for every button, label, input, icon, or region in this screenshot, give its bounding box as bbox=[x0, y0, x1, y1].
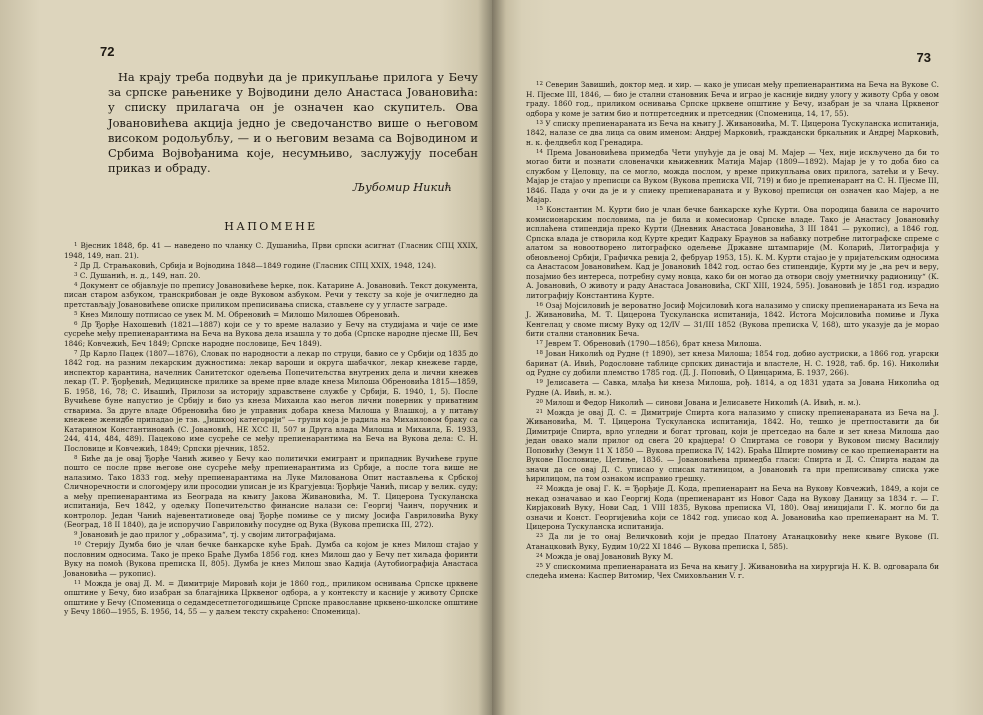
notes-list-left bbox=[64, 241, 478, 617]
footnote-number: 23 bbox=[536, 533, 543, 539]
footnote-text: Озаj Мојсиловић је вероватно Јосиф Мојсиловић кога налазимо у списку препиенараната из Беча на Ј. Живановића, М. Т. Цицерона Тускуланска испитанија, 1842. Истога Мојсиловића помиње и Лука Кенгелац у своме писму Вуку од 12/IV — 31/III 1852 (Вукова преписка V, 168), што указује да је морао бити стални становник Беча. bbox=[526, 300, 940, 338]
footnote bbox=[64, 310, 478, 320]
footnote bbox=[64, 281, 478, 310]
footnote-text: Можда је овај Д. М. = Димитрије Мировић који је 1860 год., приликом оснивања Српске црквене општине у Бечу, био изабран за благајника Црквеног одбора, а у контексту и касније у животу Српске општине у Бечу (Споменица о седамдесетпетогодишњице Српске православне црквено-школске општине у Бечу 1860—1955, Б. 1956, 14, 55 — у даљем тексту скраћено: Споменица). bbox=[64, 578, 478, 617]
footnote-number: 6 bbox=[74, 320, 78, 327]
footnote-number: 5 bbox=[74, 310, 78, 317]
footnote bbox=[526, 408, 939, 484]
footnote-number: 21 bbox=[536, 408, 543, 415]
footnote bbox=[64, 540, 478, 578]
page-number-left: 72 bbox=[100, 44, 115, 59]
footnote-text: Кнез Милошу потписао се увек М. М. Обреновић = Милошо Милошев Обреновић. bbox=[79, 309, 400, 319]
footnote-number: 10 bbox=[74, 541, 81, 548]
footnote-text: Др Карло Пацек (1807—1876), Словак по народности а лекар по струци, бавио се у Србији од 1835 до 1842 год. на разним лекарским дужностима: лекар вароши и округа шабачког, лекар кнежеве гарде, инспектор карантина, начелник Санитетског одељења Попечитељства внутрених дела и лични кнежев лекар (Т. Р. Ђорђевић, Медицинске прилике за време прве владе кнеза Милоша Обреновића 1815—1859, Б. 1958, 16, 78; С. Ивашић, Прилози за историју здравствене службе у Србији, Б. 1940, 1, 5). После Вучићеве буне напустио је Србију и био уз кнеза Михаила као његов лични поверник у приватним стварима. За друге владе Обреновића био је управник добара кнеза Милоша у Влашкој, а у питању кнежеве женидбе припадао је тзв. „Јишкоој категорији“ — групи која је радила на Михаиловом браку са Катарином Константиновић (С. Јовановић, НЕ ХСС II, 507 и Друга влада Милоша и Михаила, Б. 1933, 244, 414, 484, 489). Пацеково име сусреће се међу препиенарантима на Беча на Вукова дела: С. Н. Пословице и Ковчежић, 1849; Српски рјечник, 1852. bbox=[64, 348, 478, 453]
footnote-text: Да ли је то онај Величковић који је предао Платону Атанацковићу неке књиге Вукове (П. Атанацковић Вуку, Будим 10/22 XI 1846 — Вукова преписка I, 585). bbox=[526, 532, 939, 551]
footnote bbox=[526, 205, 939, 300]
footnote-number: 25 bbox=[536, 562, 543, 569]
footnote-number: 13 bbox=[536, 119, 543, 126]
footnote bbox=[64, 530, 478, 540]
footnote-text: Јеврем Т. Обреновић (1790—1856), брат кнеза Милоша. bbox=[545, 339, 762, 348]
author-signature: Љубомир Никић bbox=[352, 180, 452, 195]
page-number-right: 73 bbox=[916, 50, 931, 65]
footnote-number: 3 bbox=[74, 271, 78, 278]
footnote bbox=[526, 552, 939, 562]
footnote-number: 17 bbox=[536, 340, 543, 346]
footnote-number: 22 bbox=[536, 485, 543, 491]
footnote bbox=[526, 378, 939, 397]
footnote bbox=[64, 349, 478, 454]
footnote-text: Можда је овај Г. К. = Ђорђије Д. Кода, препиенарант на Беча на Вукову Ковчежић, 1849, а који се некад означавао и као Георгиј Кода (препиенарант из Новог Сада на Вукову Даницу за 1834 г. — Г. Кирјаковић Вуку, Нови Сад, 1 VIII 1835, Вукова преписка VI, 180). Овај иницијали Г. К. могло би да означи и Конст. Георгијевића који се 1842 год. уписао код А. Јовановића као препиенарант на М. Т. Цицерона Тускуланска испитанија. bbox=[526, 484, 939, 531]
footnote bbox=[64, 579, 478, 617]
footnote-text: Јован Николић од Рудне († 1890), зет кнеза Милоша; 1854 год. добио аустриски, а 1866 год. угарски баринат (А. Ивић, Родословне таблице српских династија и властеле, Н. С. 1928, таб. бр. 16). Николићи од Рудне су добили племство 1785 год. (Д. Ј. Поповић, О Цинцарима, Б. 1937, 266). bbox=[526, 349, 939, 377]
footnote-text: У списку препиенараната из Беча на књигу Ј. Живановића, М. Т. Цицерона Тускуланска испитанија, 1842, налазе се два лица са овим именом: Андреј Марковић, граждански бркальник и Андреј Марковић, н. к. фелдвебл код Гренадира. bbox=[526, 118, 939, 147]
footnote-number: 8 bbox=[74, 454, 78, 461]
footnote-number: 4 bbox=[74, 281, 78, 288]
footnote bbox=[64, 271, 478, 281]
notes-list-right bbox=[526, 80, 939, 581]
footnote-text: С. Душанић, н. д., 149, нап. 20. bbox=[79, 270, 201, 280]
footnote-text: Према Јовановићева примедба Чети упућује да је овај М. Мајер — Чех, није искључено да би то могао бити и познати словеначки књижевник Матија Мајар (1809—1892). Мајар је у то доба био са службом у Целовцу, па се могло, можда послом, у време прикупљања ових прилога, затећи и у Бечу. Мајар је стајао у преписци са Вуком (Вукова преписка VII, 719) и био је препиенарант на С. Н. Пјесме III, 1846. Пада у очи да је и у спиеку препиенараната и у Вуковој преписци он означен као Мајер, а не Мајар. bbox=[526, 147, 939, 204]
footnote bbox=[526, 80, 939, 118]
footnote-text: У спискомима препиенараната из Беча на књигу Ј. Живановића на хирургија Н. К. В. одговарала би следећа имена: Каспер Витомир, Чех Смиховљанин V. г. bbox=[526, 561, 939, 580]
gutter-shadow-right bbox=[492, 0, 506, 715]
footnote bbox=[526, 349, 939, 378]
footnote-number: 15 bbox=[536, 206, 543, 212]
footnote bbox=[526, 119, 939, 148]
footnote bbox=[526, 484, 939, 532]
footnote-text: Можда је овај Д. С. = Димитрије Спирта кога налазимо у списку препиенараната из Беча на Ј. Живановића, М. Т. Цицерона Тускуланска испитанија, 1842. Но, тешко је претпоставити да би Димитрије Спирта, врло угледни и богат трговац, који је претседао на бале и зет кнеза Милоша дао један овако мали прилог од свега 20 крајцера! О Спиртама се говори у Вуковом писму Василију Поповићу (Земун 11 Х 1850 — Вукова преписка IV, 142). Браћа Шпирте помињу се као препиенаранти на Вукове Пословице, Цетиње, 1836. — Јовановићева примедба гласи: Спирта и Д. С. Спирта надам да значи да се овај Д. С. уписао у списак латиницом, а Јовановић га при преписивању списка уже ћирилицом, па том ознаком исправио грешку. bbox=[526, 407, 939, 483]
footnote-text: Можда је овај Јовановић Вуку М. bbox=[545, 551, 674, 561]
footnote-number: 19 bbox=[536, 379, 543, 385]
footnote-text: Документ се објављује по препису Јовановићеве ћерке, пок. Катарине А. Јовановић. Текст документа, писан старом азбуком, транскрибован је овде Вуковом азбуком. Речи у тексту за које је очигледно да претстављају Јовановићеве описке приликом преписивања списка, стављене су у угласте заграде. bbox=[64, 280, 478, 309]
footnote-number: 9 bbox=[74, 531, 78, 538]
footnote bbox=[526, 562, 939, 581]
footnote bbox=[526, 398, 939, 408]
footnote-text: Вјесник 1848, бр. 41 — наведено по чланку С. Душанића, Први српски асигнат (Гласник СПЦ XXIX, 1948, 149, нап. 21). bbox=[64, 241, 478, 260]
footnote-text: Милош и Федор Николић — синови Јована и Јелисавете Николић (А. Ивић, н. м.). bbox=[545, 397, 861, 407]
footnote-number: 16 bbox=[536, 301, 543, 308]
footnote bbox=[64, 320, 478, 349]
footnote bbox=[526, 148, 939, 205]
footnote-text: Биће да је овај Ђорђе Чанић живео у Бечу као политички емигрант и припадник Вучићеве групе пошто се после прве његове оне сусреће међу препиенарантима из Србије, а после тога више не налазимо. Тако 1833 год. међу препиенарантима на Луке Милованова Опит настављења к Србској Сличноречности и слогомјеру или просодии уписан је из Крагујевца: Ђорђије Чанић, писар у велик. суду; а међу препиенарантима из Београда на књигу Јакова Живановића, М. Т. Цицерона Тускуланска испитанија, Беч 1842, у одељку Попечитељство финансие налази се: Георгиј Чаинч, поручник и контролор. Један Чанић најевентатиоведе овај Ђорђе помиње се у писму Јосифа Гавриловића Вуку (Београд, 18 II 1840), да је испоручио Гавриловићу посудне од Вука (Вукова преписка III, 272). bbox=[64, 453, 478, 530]
footnote-number: 1 bbox=[74, 242, 78, 249]
footnote-text: Др Д. Страњаковић, Србија и Војводина 1848—1849 године (Гласник СПЦ XXIX, 1948, 124). bbox=[79, 260, 437, 270]
main-paragraph: На крају треба подвући да је прикупљање прилога у Бечу за српске рањенике у Војводини дело Анастаса Јовановића: у списку прилагача он је означен као скупитељ. Ова Јовановићева акција једно је сведочанство више о његовом високом родољубљу, — и о његовим везама са Војводином и Србима Војвођанима које, несумњиво, заслужују посебан приказ и обраду. bbox=[108, 70, 478, 176]
footnote-number: 11 bbox=[74, 579, 81, 586]
footnote-text: Др Ђорђе Нахошевић (1821—1887) који се у то време налазио у Бечу на студијама и чије се име сусреће међу препиенарантима на Беча на Вукова дела изашла у то доба (Српске народне пјесме III, Беч 1846; Ковчежић, Беч 1849; Српске народне пословице, Беч 1849). bbox=[64, 319, 478, 348]
footnote-number: 12 bbox=[536, 81, 543, 87]
right-page bbox=[492, 0, 983, 715]
footnote-text: Јелисавета — Савка, млађа ћи кнеза Милоша, рођ. 1814, а од 1831 удата за Јована Николића од Рудне (А. Ивић, н. м.). bbox=[526, 378, 939, 397]
footnote bbox=[526, 301, 939, 339]
footnote bbox=[526, 339, 939, 349]
footnote-text: Стерију Думба био је члан бечке банкарске куће Браћ. Думба са којом је кнез Милош стајао у пословним односима. Тако је преко Браће Думба 1856 год. кнез Милош дао у Бечу пет хиљада форинти Вуку на помоћ (Вукова преписка II, 805). Думба је кнез Милош звао Кадија (Аутобиографија Анастаса Јовановића — рукопис). bbox=[64, 540, 479, 578]
footnote bbox=[64, 454, 478, 530]
footnote bbox=[64, 241, 478, 260]
footnote-text: Јовановић је дао прилог у „образима“, тј. у својим литографијама. bbox=[79, 530, 336, 540]
footnote-number: 18 bbox=[536, 350, 543, 356]
footnote bbox=[526, 532, 939, 551]
footnote-number: 7 bbox=[74, 349, 78, 356]
footnote-text: Северин Завишић, доктор мед. и хир. — како је уписан међу препиенарантима на Беча на Вукове С. Н. Пјесме III, 1846, — био је стални становник Беча и играо је касније видну улогу у животу Срба у овом граду. 1860 год., приликом оснивања Српске црквене општине у Бечу, изабран је за члана Црквеног одбора у коме је затим био и потпретседник и претседник (Споменица, 14, 17, 55). bbox=[526, 80, 939, 118]
main-paragraph-block bbox=[108, 70, 478, 176]
footnote-text: Константин М. Курти био је члан бечке банкарске куће Курти. Ова породица бавила се нарочито комисионарским пословима, па је била и комесионар Српске владе. Тако је Анастасу Јовановићу исплаћена стипендија преко Курти (Дневник Анастаса Јовановића, 3 III 1841 — рукопис), а 1846 год. Српска влада је створила код Курте кредит Кадраку Браунов за набавку потребне литографске спреме с алатом за новоотворено литографско одељење Државне штампарије (М. Коларић, Литографија у обновљеној Србији, Графичка ревија 2, фебруар 1953, 15). К. М. Курти стајао је у пријатељским односима са Анастасом Јовановићем. Кад је Јовановић 1842 год. остао без стипендије, Курти му је „на реч и веру, позајмио без интереса, потребну суму новца, како би он могао да отвори своју уметничку радионицу“ (К. А. Јовановић, О животу и раду Анастаса Јовановића, СКГ XIII, 1924, 595). Јовановић је 1851 год. израдио литографију Константина Курте. bbox=[526, 205, 939, 300]
footnote bbox=[64, 261, 478, 271]
footnote-number: 14 bbox=[536, 148, 543, 155]
footnote-number: 20 bbox=[536, 398, 543, 405]
gutter-shadow-left bbox=[478, 0, 492, 715]
notes-heading: НАПОМЕНЕ bbox=[224, 220, 318, 234]
footnote-number: 24 bbox=[536, 552, 543, 559]
footnote-number: 2 bbox=[74, 261, 78, 268]
